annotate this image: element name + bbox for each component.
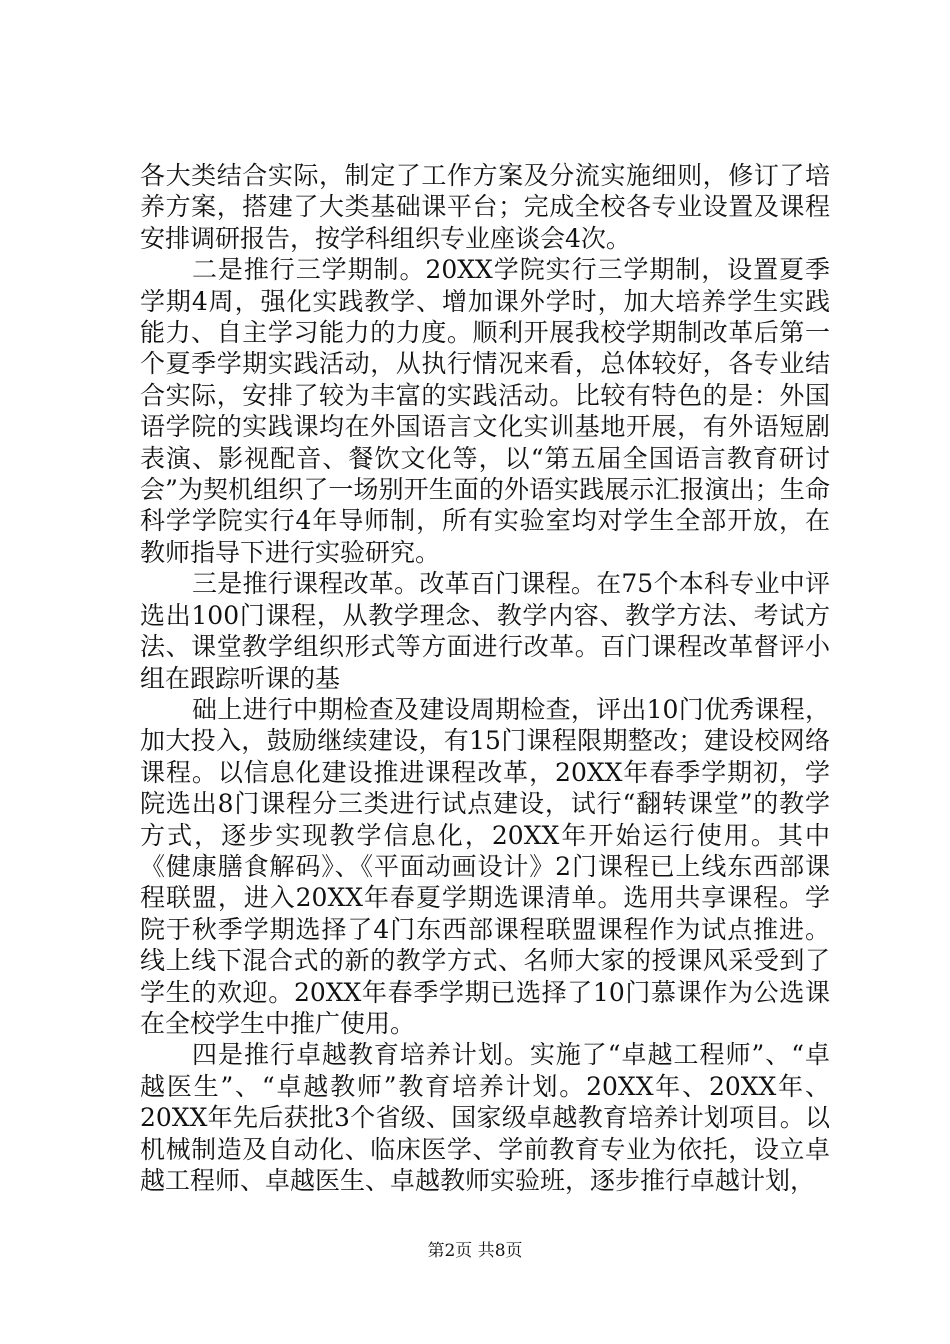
paragraph-5: 四是推行卓越教育培养计划。实施了“卓越工程师”、“卓越医生”、“卓越教师”教育培养计划。20XX年、20XX年、20XX年先后获批3个省级、国家级卓越教育培养计划项目。以机械制造及自动化、临床医学、学前教育专业为依托，设立卓越工程师、卓越医生、卓越教师实验班，逐步推行卓越计划， bbox=[140, 1040, 830, 1195]
paragraph-3: 三是推行课程改革。改革百门课程。在75个本科专业中评选出100门课程，从教学理念、教学内容、教学方法、考试方法、课堂教学组织形式等方面进行改革。百门课程改革督评小组在跟踪听课的基 bbox=[140, 569, 830, 693]
paragraph-4: 础上进行中期检查及建设周期检查，评出10门优秀课程，加大投入，鼓励继续建设，有15门课程限期整改；建设校网络课程。以信息化建设推进课程改革，20XX年春季学期初，学院选出8门课程分三类进行试点建设，试行“翻转课堂”的教学方式，逐步实现教学信息化，20XX年开始运行使用。其中《健康膳食解码》、《平面动画设计》2门课程已上线东西部课程联盟，进入20XX年春夏学期选课清单。选用共享课程。学院于秋季学期选择了4门东西部课程联盟课程作为试点推进。线上线下混合式的新的教学方式、名师大家的授课风采受到了学生的欢迎。20XX年春季学期已选择了10门慕课作为公选课在全校学生中推广使用。 bbox=[140, 694, 830, 1038]
paragraph-1: 各大类结合实际，制定了工作方案及分流实施细则，修订了培养方案，搭建了大类基础课平台；完成全校各专业设置及课程安排调研报告，按学科组织专业座谈会4次。 bbox=[140, 161, 830, 253]
page-footer bbox=[0, 1236, 950, 1261]
page-number: 第2页 共8页 bbox=[427, 1241, 523, 1261]
document-body bbox=[140, 160, 830, 1196]
paragraph-2: 二是推行三学期制。20XX学院实行三学期制，设置夏季学期4周，强化实践教学、增加课外学时，加大培养学生实践能力、自主学习能力的力度。顺利开展我校学期制改革后第一个夏季学期实践活动，从执行情况来看，总体较好，各专业结合实际，安排了较为丰富的实践活动。比较有特色的是：外国语学院的实践课均在外国语言文化实训基地开展，有外语短剧表演、影视配音、餐饮文化等，以“第五届全国语言教育研讨会”为契机组织了一场别开生面的外语实践展示汇报演出；生命科学学院实行4年导师制，所有实验室均对学生全部开放，在教师指导下进行实验研究。 bbox=[140, 255, 830, 567]
